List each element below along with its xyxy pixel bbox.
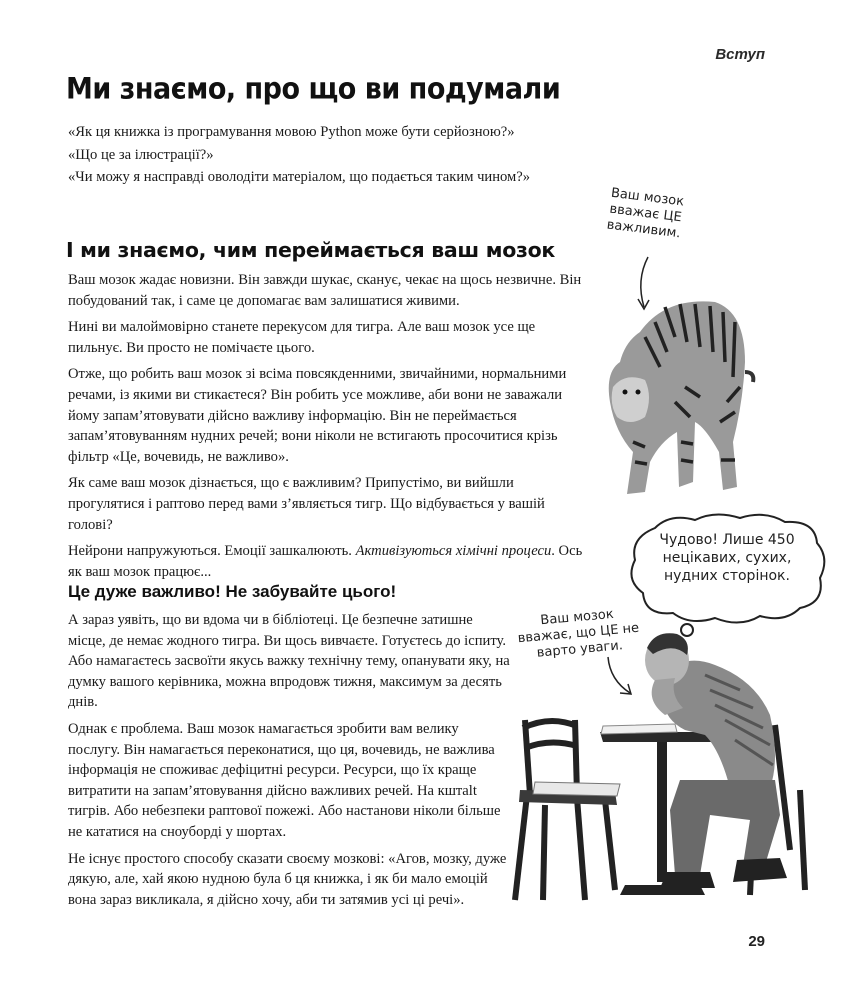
page-title: Ми знаємо, про що ви подумали bbox=[66, 72, 561, 107]
paragraph: Однак є проблема. Ваш мозок намагається зробити вам велику послугу. Він намагається переконатися, що ця, вочевидь, не важлива інформація не споживає дефіцитні ресурси. Ресурси, що їх краще витратити на запам’ятовування дійсно важливих речей. На кштalt тигрів. Або небезпеки раптової пожежі. Або настанови ніколи більше не кататися на сноуборді у шортах. bbox=[68, 720, 501, 840]
paragraph bbox=[68, 541, 588, 582]
paragraph: А зараз уявіть, що ви вдома чи в бібліотеці. Це безпечне затишне місце, де немає жодного тигра. Ви щось вивчаєте. Готуєтесь до іспиту. Або намагаєтесь засвоїти якусь важку технічну тему, опанувати яку, на думку вашого керівника, можна впродовж тижня, максимум за десять днів. bbox=[68, 612, 510, 711]
quote-item: «Чи можу я насправді оволодіти матеріалом, що подається таким чином?» bbox=[68, 169, 531, 185]
tiger-annotation: Ваш мозок вважає ЦЕ важливим. bbox=[605, 185, 685, 242]
paragraph-text: . Ось як ваш мозок працює... bbox=[68, 543, 583, 580]
page-number: 29 bbox=[748, 933, 765, 950]
quote-item: «Як ця книжка із програмування мовою Python може бути серйозною?» bbox=[68, 124, 515, 140]
man-annotation: Ваш мозок вважає, що ЦЕ не варто уваги. bbox=[517, 606, 640, 661]
paragraph: Нині ви малоймовірно станете перекусом для тигра. Але ваш мозок усе ще пильнує. Ви просто не помічаєте цього. bbox=[68, 319, 536, 356]
thought-bubble-text: Чудово! Лише 450 нецікавих, сухих, нудних сторінок. bbox=[659, 532, 795, 584]
paragraph: Ваш мозок жадає новизни. Він завжди шукає, сканує, чекає на щось незвичне. Він побудований так, і саме це допомагає вам залишатися живими. bbox=[68, 272, 582, 309]
section-heading-important: Це дуже важливо! Не забувайте цього! bbox=[68, 582, 397, 601]
paragraph: Отже, що робить ваш мозок зі всіма повсякденними, звичайними, нормальними речами, із якими ви стикаєтеся? Він робить усе можливе, аби вони не заважали йому запам’ятовувати дійсно важливу інформацію. Він не переймається запам’ятовуванням нудних речей; вони ніколи не встигають просочитися крізь фільтр «Це, вочевидь, не важливо». bbox=[68, 366, 567, 465]
quote-item: «Що це за ілюстрації?» bbox=[68, 146, 214, 163]
quote-list bbox=[68, 121, 588, 189]
section-body-important bbox=[68, 610, 513, 916]
arrow-icon bbox=[630, 255, 660, 315]
paragraph-text: Нейрони напружуються. Емоції зашкалюють. bbox=[68, 543, 356, 560]
tiger-illustration bbox=[605, 292, 755, 502]
paragraph: Не існує простого способу сказати своєму мозкові: «Агов, мозку, дуже дякую, але, хай якою нудною була б ця книжка, і як би мало емоцій вона зараз викликала, я дійсно хочу, аби ти затямив усі ці речі». bbox=[68, 850, 507, 908]
section-body-brain bbox=[68, 270, 588, 588]
paragraph: Як саме ваш мозок дізнається, що є важливим? Припустімо, ви вийшли прогулятися і раптово перед вами з’являється тигр. Що відбувається у вашій голові? bbox=[68, 475, 545, 533]
section-heading-brain: І ми знаємо, чим переймається ваш мозок bbox=[66, 238, 555, 262]
emphasis-text: Активізуються хімічні процеси bbox=[355, 543, 552, 560]
running-head: Вступ bbox=[715, 46, 765, 63]
man-at-table-illustration bbox=[505, 620, 815, 920]
